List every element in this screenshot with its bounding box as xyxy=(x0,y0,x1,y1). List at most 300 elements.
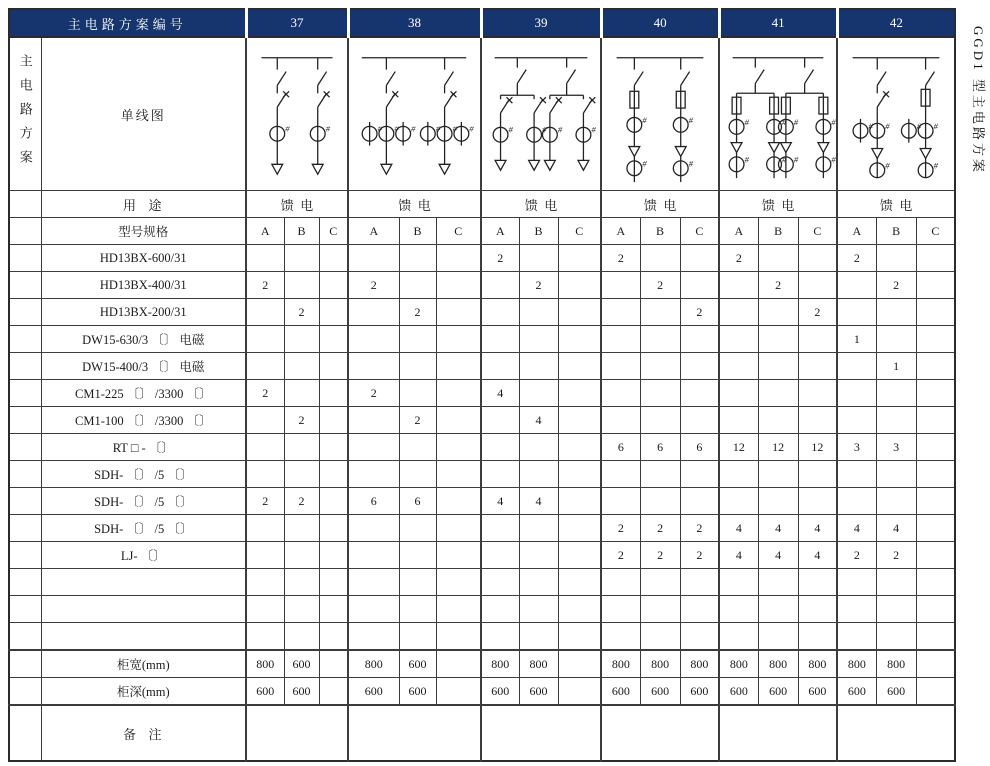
table-row xyxy=(9,596,955,623)
value-cell: 600 xyxy=(837,678,876,706)
value-cell xyxy=(399,596,436,623)
spec-subcol: A xyxy=(719,218,758,245)
value-cell xyxy=(436,488,481,515)
value-cell xyxy=(436,434,481,461)
value-cell xyxy=(519,299,558,326)
value-cell xyxy=(876,569,916,596)
remark-cell xyxy=(719,705,837,761)
value-cell: 4 xyxy=(758,542,798,569)
left-vertical-title: 主电路方案 xyxy=(17,54,33,174)
svg-text:#: # xyxy=(452,123,457,134)
spec-subcol: A xyxy=(837,218,876,245)
value-cell xyxy=(348,569,399,596)
left-stub-cell xyxy=(9,705,41,761)
value-cell xyxy=(436,407,481,434)
value-cell xyxy=(481,326,519,353)
value-cell xyxy=(680,272,719,299)
value-cell xyxy=(481,623,519,651)
value-cell xyxy=(399,434,436,461)
value-cell xyxy=(284,380,319,407)
value-cell: 600 xyxy=(399,678,436,706)
value-cell xyxy=(640,461,680,488)
value-cell: 600 xyxy=(758,678,798,706)
value-cell xyxy=(876,326,916,353)
value-cell xyxy=(916,272,955,299)
value-cell: 800 xyxy=(758,650,798,678)
value-cell: 3 xyxy=(876,434,916,461)
value-cell: 2 xyxy=(246,380,284,407)
single-line-diagram-38 xyxy=(348,37,481,191)
value-cell xyxy=(519,596,558,623)
table-row xyxy=(9,272,955,299)
value-cell xyxy=(798,326,837,353)
value-cell: 6 xyxy=(399,488,436,515)
table-row xyxy=(9,515,955,542)
value-cell xyxy=(284,623,319,651)
value-cell xyxy=(558,380,601,407)
left-stub-cell xyxy=(9,245,41,272)
value-cell xyxy=(719,380,758,407)
spec-subcol: B xyxy=(640,218,680,245)
value-cell xyxy=(399,245,436,272)
remark-cell xyxy=(348,705,481,761)
value-cell: 2 xyxy=(680,542,719,569)
row-label xyxy=(41,569,246,596)
left-vertical-title-cell xyxy=(9,37,41,191)
value-cell xyxy=(348,353,399,380)
value-cell xyxy=(319,245,348,272)
value-cell xyxy=(348,596,399,623)
value-cell xyxy=(758,596,798,623)
value-cell: 2 xyxy=(680,299,719,326)
row-label xyxy=(41,623,246,651)
value-cell: 600 xyxy=(719,678,758,706)
value-cell xyxy=(601,488,640,515)
single-line-diagram-41 xyxy=(719,37,837,191)
value-cell: 4 xyxy=(719,542,758,569)
single-line-diagram-40 xyxy=(601,37,719,191)
value-cell xyxy=(436,596,481,623)
value-cell xyxy=(519,623,558,651)
value-cell xyxy=(399,515,436,542)
value-cell xyxy=(601,407,640,434)
value-cell xyxy=(916,515,955,542)
value-cell xyxy=(640,569,680,596)
value-cell xyxy=(876,245,916,272)
value-cell xyxy=(436,326,481,353)
value-cell: 600 xyxy=(399,650,436,678)
value-cell xyxy=(246,515,284,542)
spec-label: 型号规格 xyxy=(41,218,246,245)
value-cell xyxy=(798,272,837,299)
table-row xyxy=(9,245,955,272)
value-cell xyxy=(481,434,519,461)
value-cell xyxy=(719,299,758,326)
value-cell xyxy=(436,542,481,569)
value-cell xyxy=(284,596,319,623)
value-cell: 2 xyxy=(481,245,519,272)
value-cell xyxy=(798,353,837,380)
value-cell xyxy=(246,461,284,488)
svg-text:#: # xyxy=(285,123,290,134)
value-cell xyxy=(319,353,348,380)
scheme-number-39: 39 xyxy=(481,9,601,37)
row-label: HD13BX-600/31 xyxy=(41,245,246,272)
value-cell xyxy=(719,272,758,299)
left-stub-cell xyxy=(9,515,41,542)
table-row xyxy=(9,569,955,596)
value-cell xyxy=(640,326,680,353)
value-cell xyxy=(558,434,601,461)
value-cell xyxy=(837,488,876,515)
spec-subcol: A xyxy=(246,218,284,245)
svg-text:#: # xyxy=(411,123,416,134)
value-cell xyxy=(284,434,319,461)
value-cell xyxy=(680,407,719,434)
table-row xyxy=(9,353,955,380)
row-label: SDH- 〔〕 /5 〔〕 xyxy=(41,461,246,488)
value-cell: 800 xyxy=(837,650,876,678)
value-cell xyxy=(601,569,640,596)
value-cell xyxy=(916,488,955,515)
value-cell xyxy=(719,326,758,353)
table-row xyxy=(9,623,955,651)
table-row xyxy=(9,326,955,353)
value-cell: 800 xyxy=(519,650,558,678)
value-cell xyxy=(837,299,876,326)
usage-cell: 馈 电 xyxy=(348,191,481,218)
value-cell xyxy=(640,596,680,623)
value-cell xyxy=(680,461,719,488)
value-cell: 3 xyxy=(837,434,876,461)
value-cell xyxy=(876,407,916,434)
spec-subcol: C xyxy=(436,218,481,245)
value-cell xyxy=(719,461,758,488)
value-cell xyxy=(719,407,758,434)
remark-label: 备 注 xyxy=(41,705,246,761)
value-cell xyxy=(798,461,837,488)
left-stub-cell xyxy=(9,678,41,706)
value-cell xyxy=(719,623,758,651)
value-cell xyxy=(719,569,758,596)
remark-cell xyxy=(601,705,719,761)
value-cell xyxy=(558,272,601,299)
value-cell: 600 xyxy=(481,678,519,706)
value-cell xyxy=(558,407,601,434)
value-cell: 4 xyxy=(876,515,916,542)
value-cell xyxy=(680,245,719,272)
value-cell: 600 xyxy=(798,678,837,706)
value-cell: 2 xyxy=(876,272,916,299)
value-cell xyxy=(798,623,837,651)
value-cell xyxy=(837,272,876,299)
value-cell xyxy=(481,596,519,623)
value-cell xyxy=(758,407,798,434)
value-cell xyxy=(680,623,719,651)
value-cell xyxy=(436,245,481,272)
svg-text:#: # xyxy=(744,154,749,165)
value-cell xyxy=(916,245,955,272)
value-cell xyxy=(399,623,436,651)
value-cell xyxy=(519,434,558,461)
value-cell xyxy=(680,326,719,353)
left-stub-cell xyxy=(9,461,41,488)
value-cell xyxy=(601,272,640,299)
value-cell: 4 xyxy=(798,542,837,569)
value-cell: 2 xyxy=(519,272,558,299)
value-cell: 2 xyxy=(601,515,640,542)
value-cell: 2 xyxy=(640,515,680,542)
table-row xyxy=(9,678,955,706)
value-cell xyxy=(837,596,876,623)
value-cell: 4 xyxy=(798,515,837,542)
value-cell: 1 xyxy=(876,353,916,380)
value-cell xyxy=(319,407,348,434)
value-cell xyxy=(399,461,436,488)
value-cell: 600 xyxy=(519,678,558,706)
value-cell xyxy=(798,596,837,623)
value-cell xyxy=(680,596,719,623)
scheme-number-41: 41 xyxy=(719,9,837,37)
value-cell xyxy=(640,380,680,407)
value-cell xyxy=(876,623,916,651)
value-cell: 4 xyxy=(519,488,558,515)
svg-text:#: # xyxy=(782,116,787,127)
table-row xyxy=(9,542,955,569)
value-cell xyxy=(916,623,955,651)
scheme-number-37: 37 xyxy=(246,9,348,37)
value-cell: 4 xyxy=(481,488,519,515)
value-cell xyxy=(399,569,436,596)
svg-text:#: # xyxy=(744,116,749,127)
value-cell xyxy=(481,542,519,569)
value-cell: 6 xyxy=(348,488,399,515)
value-cell xyxy=(798,569,837,596)
value-cell xyxy=(640,299,680,326)
left-stub-cell xyxy=(9,434,41,461)
value-cell xyxy=(601,326,640,353)
value-cell xyxy=(916,678,955,706)
value-cell xyxy=(798,245,837,272)
value-cell xyxy=(436,353,481,380)
value-cell xyxy=(284,542,319,569)
value-cell xyxy=(246,434,284,461)
value-cell xyxy=(640,488,680,515)
value-cell xyxy=(436,380,481,407)
single-line-diagram-37 xyxy=(246,37,348,191)
value-cell xyxy=(246,353,284,380)
value-cell xyxy=(916,353,955,380)
spec-subcol: C xyxy=(558,218,601,245)
value-cell xyxy=(916,650,955,678)
value-cell: 800 xyxy=(798,650,837,678)
scheme-table xyxy=(8,8,956,762)
value-cell xyxy=(399,272,436,299)
remark-row xyxy=(9,705,955,761)
svg-text:#: # xyxy=(793,116,799,127)
svg-text:#: # xyxy=(377,123,382,134)
value-cell: 600 xyxy=(601,678,640,706)
value-cell xyxy=(348,461,399,488)
value-cell xyxy=(436,461,481,488)
value-cell: 2 xyxy=(601,245,640,272)
value-cell: 2 xyxy=(601,542,640,569)
value-cell xyxy=(601,380,640,407)
value-cell: 2 xyxy=(640,272,680,299)
value-cell xyxy=(348,623,399,651)
value-cell xyxy=(246,407,284,434)
value-cell: 2 xyxy=(680,515,719,542)
value-cell: 12 xyxy=(758,434,798,461)
value-cell xyxy=(758,326,798,353)
svg-text:#: # xyxy=(831,116,836,127)
value-cell xyxy=(319,380,348,407)
value-cell xyxy=(719,488,758,515)
left-stub-cell xyxy=(9,650,41,678)
left-stub-cell xyxy=(9,569,41,596)
value-cell xyxy=(284,326,319,353)
value-cell xyxy=(481,515,519,542)
value-cell xyxy=(348,326,399,353)
value-cell: 6 xyxy=(601,434,640,461)
value-cell xyxy=(319,488,348,515)
value-cell xyxy=(319,542,348,569)
value-cell xyxy=(916,596,955,623)
value-cell: 800 xyxy=(876,650,916,678)
value-cell xyxy=(399,380,436,407)
value-cell xyxy=(284,272,319,299)
value-cell xyxy=(246,623,284,651)
value-cell xyxy=(876,461,916,488)
svg-text:#: # xyxy=(542,124,547,135)
row-label: SDH- 〔〕 /5 〔〕 xyxy=(41,515,246,542)
value-cell xyxy=(640,353,680,380)
spec-subcol: A xyxy=(601,218,640,245)
value-cell xyxy=(519,461,558,488)
left-stub-cell xyxy=(9,596,41,623)
value-cell xyxy=(758,488,798,515)
scheme-number-40: 40 xyxy=(601,9,719,37)
value-cell xyxy=(798,380,837,407)
svg-text:#: # xyxy=(782,154,787,165)
value-cell xyxy=(319,326,348,353)
value-cell xyxy=(558,299,601,326)
value-cell xyxy=(319,650,348,678)
value-cell: 800 xyxy=(348,650,399,678)
value-cell xyxy=(680,380,719,407)
value-cell: 800 xyxy=(640,650,680,678)
svg-text:#: # xyxy=(469,123,474,134)
single-line-diagram-row xyxy=(9,37,955,191)
value-cell xyxy=(481,461,519,488)
spec-subcol: C xyxy=(798,218,837,245)
svg-text:#: # xyxy=(916,120,922,131)
usage-cell: 馈 电 xyxy=(601,191,719,218)
value-cell xyxy=(680,353,719,380)
value-cell: 800 xyxy=(246,650,284,678)
value-cell xyxy=(916,407,955,434)
value-cell: 2 xyxy=(837,245,876,272)
usage-cell: 馈 电 xyxy=(246,191,348,218)
value-cell xyxy=(876,299,916,326)
value-cell: 600 xyxy=(876,678,916,706)
spec-subcol: C xyxy=(916,218,955,245)
left-stub-cell xyxy=(9,542,41,569)
value-cell xyxy=(399,542,436,569)
value-cell xyxy=(640,407,680,434)
row-label: LJ- 〔〕 xyxy=(41,542,246,569)
value-cell: 2 xyxy=(719,245,758,272)
value-cell xyxy=(601,353,640,380)
value-cell xyxy=(399,326,436,353)
remark-cell xyxy=(246,705,348,761)
spec-subcol: B xyxy=(399,218,436,245)
value-cell: 600 xyxy=(348,678,399,706)
svg-text:#: # xyxy=(642,114,647,125)
value-cell xyxy=(348,299,399,326)
value-cell: 12 xyxy=(719,434,758,461)
value-cell xyxy=(916,542,955,569)
value-cell xyxy=(519,380,558,407)
value-cell: 2 xyxy=(399,407,436,434)
left-stub-cell xyxy=(9,488,41,515)
value-cell xyxy=(916,326,955,353)
value-cell: 600 xyxy=(284,650,319,678)
svg-text:#: # xyxy=(831,154,836,165)
value-cell xyxy=(916,380,955,407)
value-cell xyxy=(436,299,481,326)
value-cell xyxy=(558,488,601,515)
svg-text:#: # xyxy=(325,123,331,134)
row-label: HD13BX-200/31 xyxy=(41,299,246,326)
value-cell xyxy=(519,515,558,542)
value-cell xyxy=(319,569,348,596)
value-cell xyxy=(916,299,955,326)
single-line-diagram-42 xyxy=(837,37,955,191)
spec-subcol: A xyxy=(348,218,399,245)
value-cell xyxy=(798,488,837,515)
scheme-number-38: 38 xyxy=(348,9,481,37)
value-cell xyxy=(558,650,601,678)
left-stub-cell xyxy=(9,218,41,245)
value-cell: 600 xyxy=(680,678,719,706)
value-cell xyxy=(481,299,519,326)
value-cell: 4 xyxy=(719,515,758,542)
usage-label: 用 途 xyxy=(41,191,246,218)
value-cell xyxy=(719,353,758,380)
svg-text:#: # xyxy=(591,124,596,135)
value-cell xyxy=(284,245,319,272)
value-cell xyxy=(246,596,284,623)
table-row xyxy=(9,461,955,488)
value-cell xyxy=(837,569,876,596)
value-cell xyxy=(601,596,640,623)
left-stub-cell xyxy=(9,191,41,218)
remark-cell xyxy=(837,705,955,761)
value-cell: 4 xyxy=(837,515,876,542)
header-label: 主电路方案编号 xyxy=(9,9,246,37)
value-cell xyxy=(519,569,558,596)
value-cell xyxy=(284,353,319,380)
left-stub-cell xyxy=(9,380,41,407)
value-cell xyxy=(319,623,348,651)
svg-text:#: # xyxy=(394,123,399,134)
spec-header-row xyxy=(9,218,955,245)
svg-text:#: # xyxy=(642,158,647,169)
row-label xyxy=(41,596,246,623)
value-cell xyxy=(319,434,348,461)
scheme-number-42: 42 xyxy=(837,9,955,37)
